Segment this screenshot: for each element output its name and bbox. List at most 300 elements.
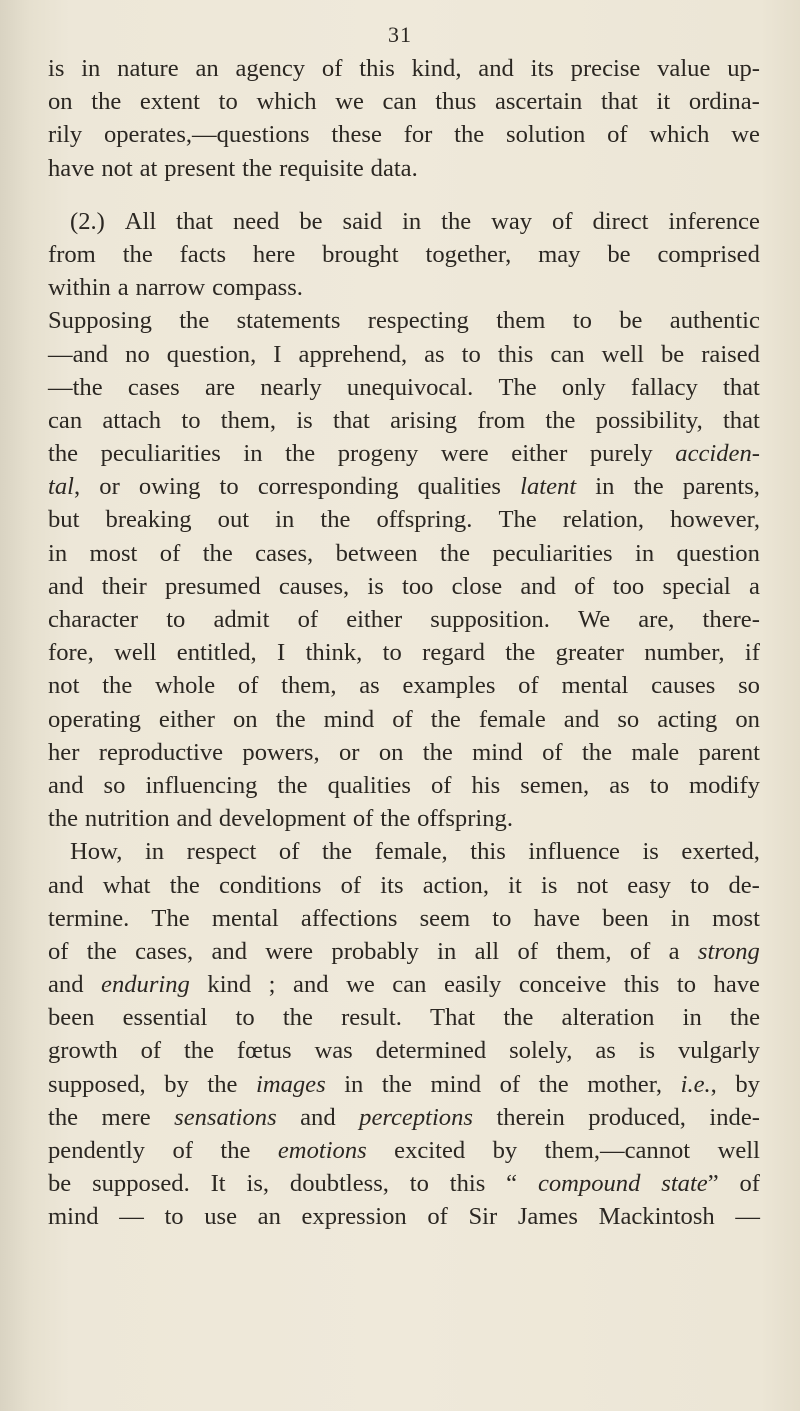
word: which bbox=[649, 121, 710, 149]
word: what bbox=[102, 871, 151, 899]
word: greater bbox=[555, 639, 624, 667]
word: it bbox=[656, 88, 671, 116]
word: respect bbox=[186, 838, 257, 866]
word: special bbox=[662, 572, 731, 600]
word: that bbox=[600, 88, 638, 116]
word: action, bbox=[422, 871, 489, 899]
word: the bbox=[321, 838, 353, 866]
word: operating bbox=[48, 705, 141, 733]
word: brought bbox=[322, 240, 399, 268]
word: tal, bbox=[48, 473, 81, 501]
page-number: 31 bbox=[388, 22, 412, 47]
word: sensations bbox=[174, 1103, 277, 1131]
word: which bbox=[256, 88, 317, 116]
word: narrow bbox=[135, 274, 206, 302]
word: solely, bbox=[509, 1037, 573, 1065]
word: a bbox=[117, 274, 129, 302]
word: emotions bbox=[277, 1137, 367, 1164]
word: the bbox=[202, 539, 233, 567]
word: parent bbox=[698, 738, 760, 766]
word: in bbox=[402, 207, 422, 235]
word: of bbox=[518, 672, 539, 700]
word: conceive bbox=[518, 971, 607, 999]
word: as bbox=[359, 672, 380, 700]
word: exerted, bbox=[681, 838, 760, 866]
word: statements bbox=[236, 307, 341, 335]
word: is bbox=[48, 55, 65, 82]
word: to bbox=[572, 307, 592, 335]
text-line bbox=[48, 1068, 760, 1101]
word: of bbox=[352, 805, 374, 833]
word: produced, bbox=[588, 1103, 686, 1131]
word: too bbox=[401, 572, 434, 600]
word: parents, bbox=[682, 473, 760, 501]
word: on bbox=[735, 705, 760, 733]
word: fœtus bbox=[236, 1037, 292, 1065]
word: most bbox=[89, 539, 138, 567]
word: influencing bbox=[145, 771, 258, 799]
word: peculiarities bbox=[100, 440, 221, 468]
word: this bbox=[449, 1170, 486, 1198]
word: causes, bbox=[278, 572, 350, 600]
text-line bbox=[48, 1101, 760, 1134]
word: regard bbox=[422, 639, 485, 667]
word: can bbox=[550, 340, 585, 368]
word: no bbox=[125, 340, 150, 368]
word: in bbox=[344, 1070, 364, 1098]
word: peculiarities bbox=[492, 539, 613, 567]
word: be bbox=[607, 240, 631, 268]
word: and bbox=[48, 771, 84, 799]
word: but bbox=[48, 506, 80, 534]
word: the bbox=[220, 1137, 251, 1164]
word: easily bbox=[443, 971, 502, 999]
word: question, bbox=[166, 340, 257, 368]
word: mind bbox=[472, 738, 523, 766]
word: of bbox=[430, 771, 452, 799]
word: is, bbox=[246, 1170, 270, 1198]
word: most bbox=[712, 904, 760, 932]
word: semen, bbox=[520, 771, 590, 799]
word: the bbox=[91, 88, 122, 116]
word: can bbox=[48, 406, 83, 434]
text-line bbox=[48, 603, 760, 636]
word: doubtless, bbox=[289, 1170, 389, 1198]
word: I bbox=[273, 340, 282, 368]
word: on bbox=[378, 738, 404, 766]
word: raised bbox=[701, 340, 760, 368]
word: to bbox=[461, 340, 481, 368]
word: the bbox=[86, 937, 117, 965]
word: by bbox=[164, 1070, 189, 1098]
word: of bbox=[427, 1203, 448, 1231]
word: seem bbox=[419, 904, 471, 932]
word: the bbox=[320, 506, 351, 534]
word: to bbox=[649, 771, 669, 799]
word: termine. bbox=[48, 904, 130, 932]
word: well bbox=[601, 340, 644, 368]
word: possibility, bbox=[595, 406, 703, 434]
word: the bbox=[581, 738, 612, 766]
word: supposed, bbox=[48, 1070, 146, 1098]
word: between bbox=[335, 539, 418, 567]
word: and bbox=[48, 871, 84, 899]
word: is bbox=[296, 406, 313, 434]
word: excited bbox=[394, 1137, 466, 1164]
word: direct bbox=[592, 207, 649, 235]
word: the bbox=[242, 154, 273, 182]
word: have bbox=[713, 971, 760, 999]
word: in bbox=[48, 539, 68, 567]
word: of bbox=[517, 937, 538, 965]
word: or bbox=[338, 738, 360, 766]
word: determined bbox=[375, 1037, 487, 1065]
word: modify bbox=[688, 771, 760, 799]
text-line bbox=[48, 503, 760, 536]
word: all bbox=[474, 937, 500, 965]
word: together, bbox=[425, 240, 512, 268]
word: either bbox=[158, 705, 215, 733]
word: whole bbox=[155, 672, 216, 700]
word: progeny bbox=[337, 440, 419, 468]
word: its bbox=[380, 871, 404, 899]
word: latent bbox=[520, 473, 577, 501]
word: and bbox=[478, 55, 514, 82]
word: for bbox=[403, 121, 433, 149]
word: we bbox=[335, 88, 364, 116]
word: be bbox=[48, 1170, 72, 1198]
word: kind bbox=[207, 971, 252, 999]
word: in bbox=[144, 838, 165, 866]
word: solution bbox=[506, 121, 586, 149]
word: of bbox=[297, 606, 319, 633]
word: this bbox=[623, 971, 660, 999]
word: mental bbox=[211, 904, 279, 932]
word: supposed. bbox=[92, 1170, 190, 1198]
word: comprised bbox=[657, 240, 760, 268]
word: be bbox=[299, 207, 323, 235]
word: of bbox=[48, 937, 69, 965]
word: close bbox=[451, 572, 503, 600]
text-line bbox=[48, 802, 760, 835]
word: them,—cannot bbox=[544, 1137, 691, 1164]
word: inference bbox=[668, 207, 760, 235]
word: we bbox=[346, 971, 375, 999]
word: either bbox=[346, 606, 403, 633]
word: de- bbox=[728, 871, 760, 899]
word: reproductive bbox=[98, 738, 224, 766]
word: compound bbox=[537, 1170, 641, 1198]
word: mind bbox=[48, 1203, 99, 1231]
word: nearly bbox=[260, 373, 322, 401]
word: only bbox=[561, 373, 606, 401]
word: of bbox=[499, 1070, 521, 1098]
word: thus bbox=[435, 88, 477, 116]
word: the bbox=[282, 1004, 313, 1032]
text-line bbox=[48, 152, 760, 185]
text-line bbox=[48, 736, 760, 769]
word: influence bbox=[528, 838, 620, 866]
word: to bbox=[676, 971, 697, 999]
word: them, bbox=[556, 937, 612, 965]
word: I bbox=[277, 639, 286, 667]
word: that bbox=[722, 406, 760, 434]
word: been bbox=[48, 1004, 95, 1032]
word: in bbox=[670, 904, 690, 932]
text-line bbox=[48, 968, 760, 1001]
word: perceptions bbox=[359, 1103, 473, 1131]
text-line bbox=[48, 902, 760, 935]
word: supposition. bbox=[430, 606, 550, 633]
word: corresponding bbox=[257, 473, 399, 501]
word: as bbox=[609, 771, 630, 799]
word: of bbox=[172, 1137, 193, 1164]
word: mind bbox=[323, 705, 375, 733]
word: have bbox=[533, 904, 581, 932]
word: on bbox=[232, 705, 258, 733]
word: ascertain bbox=[494, 88, 583, 116]
word: the bbox=[48, 1103, 79, 1131]
word: this bbox=[497, 340, 534, 368]
word: qualities bbox=[327, 771, 411, 799]
word: vulgarly bbox=[678, 1037, 760, 1065]
word: by bbox=[492, 1137, 518, 1164]
word: his bbox=[471, 771, 501, 799]
word: to bbox=[382, 639, 402, 667]
word: acting bbox=[657, 705, 718, 733]
word: probably bbox=[331, 937, 419, 965]
word: easy bbox=[627, 871, 671, 899]
word: that bbox=[723, 373, 760, 401]
word: the bbox=[430, 705, 461, 733]
word: of bbox=[321, 55, 343, 82]
word: of bbox=[739, 1170, 760, 1198]
word: think, bbox=[305, 639, 363, 667]
word: therein bbox=[496, 1103, 565, 1131]
word: in bbox=[243, 440, 263, 468]
word: essential bbox=[122, 1004, 208, 1032]
word: state” bbox=[661, 1170, 719, 1198]
word: mind bbox=[430, 1070, 482, 1098]
word: to bbox=[690, 871, 710, 899]
word: way bbox=[491, 207, 533, 235]
word: by bbox=[735, 1070, 760, 1098]
word: presumed bbox=[165, 572, 261, 600]
word: in bbox=[275, 506, 295, 534]
word: cases, bbox=[135, 937, 194, 965]
word: operates,—questions bbox=[103, 121, 310, 149]
word: the bbox=[285, 440, 316, 468]
word: well bbox=[717, 1137, 760, 1164]
word: them bbox=[496, 307, 546, 335]
word: admit bbox=[213, 606, 270, 633]
word: purely bbox=[589, 440, 653, 468]
word: if bbox=[744, 639, 760, 667]
word: the bbox=[441, 207, 472, 235]
word: well bbox=[114, 639, 157, 667]
word: Mackintosh bbox=[598, 1203, 715, 1231]
word: the bbox=[538, 1070, 569, 1098]
word: kind, bbox=[411, 55, 462, 82]
word: “ bbox=[506, 1170, 518, 1198]
text-line bbox=[48, 935, 760, 968]
word: respecting bbox=[367, 307, 469, 335]
word: be bbox=[619, 307, 643, 335]
word: requisite bbox=[279, 154, 364, 182]
word: is bbox=[541, 871, 558, 899]
word: the bbox=[48, 440, 79, 468]
word: these bbox=[331, 121, 382, 149]
word: the bbox=[422, 738, 453, 766]
word: within bbox=[48, 274, 111, 302]
word: them, bbox=[281, 672, 337, 700]
word: too bbox=[612, 572, 645, 600]
word: It bbox=[210, 1170, 226, 1198]
word: the bbox=[207, 1070, 238, 1098]
word: i.e., bbox=[680, 1070, 717, 1098]
text-line bbox=[48, 1001, 760, 1034]
word: that bbox=[332, 406, 370, 434]
word: rily bbox=[48, 121, 83, 149]
word: examples bbox=[402, 672, 496, 700]
word: and bbox=[176, 805, 213, 833]
word: from bbox=[48, 240, 96, 268]
word: were bbox=[440, 440, 489, 468]
word: alteration bbox=[561, 1004, 655, 1032]
word: —the bbox=[48, 373, 103, 401]
word: nature bbox=[117, 55, 179, 82]
word: said bbox=[342, 207, 383, 235]
word: a bbox=[668, 937, 680, 965]
word: entitled, bbox=[176, 639, 257, 667]
text-line bbox=[48, 85, 760, 118]
word: to bbox=[181, 406, 201, 434]
word: were bbox=[265, 937, 314, 965]
word: pendently bbox=[48, 1137, 145, 1164]
word: out bbox=[217, 506, 250, 534]
word: acciden- bbox=[675, 440, 760, 468]
word: so bbox=[617, 705, 640, 733]
text-line bbox=[48, 205, 760, 238]
word: the bbox=[503, 1004, 534, 1032]
word: the bbox=[381, 1070, 412, 1098]
text-line bbox=[48, 437, 760, 470]
word: causes bbox=[651, 672, 716, 700]
word: we bbox=[731, 121, 760, 149]
word: the bbox=[169, 871, 200, 899]
word: this bbox=[470, 838, 506, 866]
word: and bbox=[293, 971, 329, 999]
word: images bbox=[255, 1070, 326, 1098]
word: James bbox=[517, 1203, 578, 1231]
word: so bbox=[738, 672, 760, 700]
word: is bbox=[638, 1037, 656, 1065]
word: have bbox=[48, 154, 95, 182]
word: and bbox=[520, 572, 556, 600]
word: was bbox=[314, 1037, 353, 1065]
word: (2.) bbox=[70, 207, 105, 235]
word: of bbox=[552, 207, 573, 235]
word: not bbox=[101, 154, 133, 182]
word: owing bbox=[138, 473, 201, 501]
word: value bbox=[657, 55, 711, 82]
body-text bbox=[48, 52, 760, 1234]
text-line bbox=[48, 537, 760, 570]
word: ; bbox=[268, 971, 276, 999]
text-line bbox=[48, 118, 760, 151]
word: been bbox=[602, 904, 649, 932]
word: to bbox=[219, 473, 239, 501]
word: and bbox=[300, 1103, 336, 1131]
text-line bbox=[48, 1167, 760, 1200]
word: mere bbox=[101, 1103, 151, 1131]
word: How, bbox=[70, 838, 123, 866]
word: and bbox=[48, 572, 84, 600]
word: extent bbox=[139, 88, 201, 116]
word: a bbox=[748, 572, 760, 600]
word: as bbox=[595, 1037, 616, 1065]
word: the bbox=[454, 121, 485, 149]
word: fallacy bbox=[630, 373, 698, 401]
word: strong bbox=[697, 937, 760, 965]
word: as bbox=[424, 340, 445, 368]
word: be bbox=[660, 340, 685, 368]
word: attach bbox=[102, 406, 162, 434]
word: to bbox=[409, 1170, 429, 1198]
word: of bbox=[574, 572, 595, 600]
text-line bbox=[48, 769, 760, 802]
word: of bbox=[607, 121, 628, 149]
word: number, bbox=[644, 639, 725, 667]
word: that bbox=[176, 207, 214, 235]
word: female, bbox=[374, 838, 448, 866]
text-line bbox=[48, 835, 760, 868]
word: cases bbox=[127, 373, 180, 401]
word: nutrition bbox=[84, 805, 170, 833]
word: to bbox=[166, 606, 186, 633]
word: question bbox=[676, 539, 760, 567]
word: of bbox=[237, 672, 259, 700]
word: from bbox=[477, 406, 526, 434]
word: on bbox=[48, 88, 73, 116]
text-line bbox=[48, 338, 760, 371]
word: them, bbox=[220, 406, 277, 434]
word: present bbox=[164, 154, 236, 182]
word: of bbox=[629, 937, 651, 965]
word: is bbox=[367, 572, 384, 600]
word: expression bbox=[301, 1203, 407, 1231]
word: in bbox=[635, 539, 655, 567]
text-line bbox=[48, 570, 760, 603]
word: conditions bbox=[218, 871, 322, 899]
word: the bbox=[545, 406, 576, 434]
word: the bbox=[505, 639, 536, 667]
word: agency bbox=[235, 55, 306, 82]
word: data. bbox=[370, 154, 418, 182]
word: or bbox=[99, 473, 120, 501]
word: unequivocal. bbox=[346, 373, 474, 401]
word: the bbox=[729, 1004, 760, 1032]
word: of bbox=[392, 705, 413, 733]
word: here bbox=[252, 240, 296, 268]
word: the bbox=[439, 539, 470, 567]
word: —and bbox=[48, 340, 109, 368]
text-line bbox=[48, 1134, 760, 1167]
word: Sir bbox=[468, 1203, 498, 1231]
word: breaking bbox=[105, 506, 192, 534]
text-line bbox=[48, 1200, 760, 1233]
text-line bbox=[48, 869, 760, 902]
